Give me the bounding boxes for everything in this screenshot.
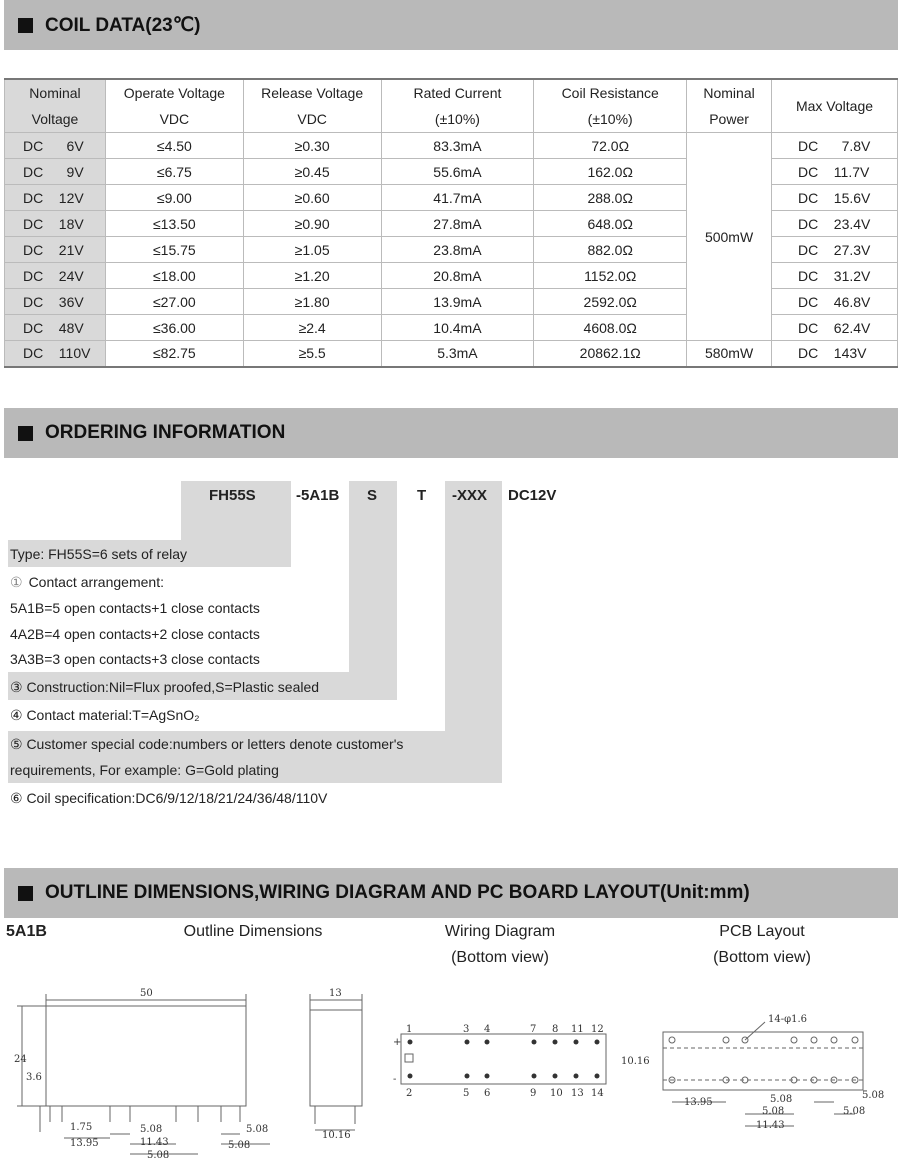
cell-current: 55.6mA [381,159,534,185]
outline-dimensions-label: Outline Dimensions [183,923,323,940]
cell-max: DC 27.3V [772,237,898,263]
dim-5-08-b: 5.08 [147,1150,170,1161]
construction-line: ③ Construction:Nil=Flux proofed,S=Plastic sealed [10,679,320,695]
cell-operate: ≤27.00 [105,289,243,315]
pin-8: 8 [552,1024,559,1035]
customer-line-2: requirements, For example: G=Gold plating [10,762,279,778]
cell-resistance: 648.0Ω [534,211,687,237]
dim-13: 13 [329,988,342,999]
cell-operate: ≤18.00 [105,263,243,289]
pcb-dim-5-08-c: 5.08 [862,1090,885,1101]
header-nominal-voltage: Nominal Voltage [5,79,106,133]
pin-2: 2 [406,1088,413,1099]
contact-label: Contact arrangement: [28,574,164,590]
outline-header [4,868,898,918]
cell-current: 83.3mA [381,133,534,159]
cell-resistance: 4608.0Ω [534,315,687,341]
cell-release: ≥0.45 [243,159,381,185]
cell-max: DC 143V [772,341,898,367]
cell-release: ≥1.05 [243,237,381,263]
cell-release: ≥5.5 [243,341,381,367]
section-title: COIL DATA(23℃) [45,14,201,36]
cell-operate: ≤9.00 [105,185,243,211]
contact-option-1: 5A1B=5 open contacts+1 close contacts [10,600,260,616]
material-line: ④ Contact material:T=AgSnO₂ [10,707,200,723]
cell-operate: ≤6.75 [105,159,243,185]
contact-option-3: 3A3B=3 open contacts+3 close contacts [10,651,260,667]
cell-nominal: DC 36V [5,289,106,315]
cell-release: ≥1.80 [243,289,381,315]
ordering-header [4,408,898,458]
pin-11: 11 [571,1024,584,1035]
code-part-model: FH55S [209,487,256,504]
code-part-customer: -XXX [452,487,488,504]
cell-nominal: DC 48V [5,315,106,341]
cell-nominal: DC 18V [5,211,106,237]
wiring-title: Wiring Diagram [444,923,556,940]
cell-operate: ≤36.00 [105,315,243,341]
cell-nominal: DC 21V [5,237,106,263]
cell-release: ≥0.90 [243,211,381,237]
pcb-dim-5-08-b: 5.08 [762,1106,785,1117]
section-square-icon [18,886,33,901]
cell-max: DC 23.4V [772,211,898,237]
cell-current: 13.9mA [381,289,534,315]
pin-7: 7 [530,1024,537,1035]
pin-5: 5 [463,1088,470,1099]
cell-max: DC 46.8V [772,289,898,315]
cell-nominal-power-group: 500mW [687,133,772,341]
cell-resistance: 20862.1Ω [534,341,687,367]
coil-data-table [4,78,898,368]
cell-current: 10.4mA [381,315,534,341]
customer-line-1: ⑤ Customer special code:numbers or letters denote customer's [10,736,404,752]
dim-11-43: 11.43 [140,1137,169,1148]
cell-resistance: 1152.0Ω [534,263,687,289]
cell-resistance: 882.0Ω [534,237,687,263]
section-square-icon [18,18,33,33]
pcb-dim-10-16: 10.16 [621,1056,650,1067]
wiring-plus: + [393,1037,402,1048]
pcb-subtitle: (Bottom view) [713,949,811,966]
pin-9: 9 [530,1088,537,1099]
wiring-subtitle: (Bottom view) [451,949,549,966]
cell-resistance: 72.0Ω [534,133,687,159]
cell-release: ≥1.20 [243,263,381,289]
table-row [5,341,898,367]
code-part-contact: -5A1B [296,487,340,504]
cell-nominal: DC 6V [5,133,106,159]
pin-12: 12 [591,1024,604,1035]
pin-13: 13 [571,1088,584,1099]
cell-operate: ≤4.50 [105,133,243,159]
dim-24: 24 [14,1054,27,1065]
cell-nominal: DC 24V [5,263,106,289]
code-part-coil: DC12V [508,487,557,504]
dim-5-08-d: 5.08 [228,1140,251,1151]
cell-release: ≥2.4 [243,315,381,341]
outline-drawing [0,962,900,1162]
pin-3: 3 [463,1024,470,1035]
cell-release: ≥0.60 [243,185,381,211]
contact-option-2: 4A2B=4 open contacts+2 close contacts [10,626,260,642]
header-nominal-power: Nominal Power [687,79,772,133]
cell-resistance: 288.0Ω [534,185,687,211]
cell-current: 5.3mA [381,341,534,367]
cell-max: DC 62.4V [772,315,898,341]
cell-current: 20.8mA [381,263,534,289]
section-title: OUTLINE DIMENSIONS,WIRING DIAGRAM AND PC BOARD LAYOUT(Unit:mm) [45,882,750,903]
pcb-dim-13-95: 13.95 [684,1097,713,1108]
dim-10-16-side: 10.16 [322,1130,351,1141]
cell-max: DC 7.8V [772,133,898,159]
header-operate-voltage: Operate Voltage VDC [105,79,243,133]
cell-nominal: DC 110V [5,341,106,367]
cell-nominal: DC 9V [5,159,106,185]
circled-number: ① [10,574,23,590]
cell-release: ≥0.30 [243,133,381,159]
pcb-dim-5-08-a: 5.08 [770,1094,793,1105]
cell-current: 41.7mA [381,185,534,211]
pcb-holes-label: 14-φ1.6 [768,1014,808,1025]
code-part-construction: S [367,487,378,504]
cell-current: 27.8mA [381,211,534,237]
section-title: ORDERING INFORMATION [45,422,286,443]
dim-3-6: 3.6 [26,1072,42,1083]
construction-bracket [349,481,397,700]
table-row [5,133,898,159]
contact-line [10,574,164,591]
pcb-dim-11-43: 11.43 [756,1120,785,1131]
header-max-voltage: Max Voltage [772,79,898,133]
cell-operate: ≤13.50 [105,211,243,237]
dim-1-75: 1.75 [70,1122,93,1133]
pcb-title: PCB Layout [719,923,805,940]
dim-13-95: 13.95 [70,1138,99,1149]
pin-14: 14 [591,1088,604,1099]
code-part-material: T [417,487,427,504]
coil-data-header [4,0,898,50]
cell-resistance: 162.0Ω [534,159,687,185]
pin-1: 1 [406,1024,413,1035]
header-coil-resistance: Coil Resistance (±10%) [534,79,687,133]
cell-max: DC 15.6V [772,185,898,211]
pin-4: 4 [484,1024,491,1035]
pin-6: 6 [484,1088,491,1099]
cell-operate: ≤15.75 [105,237,243,263]
cell-nominal-power: 580mW [687,341,772,367]
dim-5-08-a: 5.08 [140,1124,163,1135]
model-label: 5A1B [6,923,47,940]
coil-spec-line: ⑥ Coil specification:DC6/9/12/18/21/24/36/48/110V [10,790,328,806]
cell-nominal: DC 12V [5,185,106,211]
wiring-minus: - [393,1074,397,1085]
dim-50: 50 [140,988,153,999]
cell-operate: ≤82.75 [105,341,243,367]
cell-max: DC 31.2V [772,263,898,289]
dim-5-08-c: 5.08 [246,1124,269,1135]
pcb-dim-5-08-d: 5.08 [843,1106,866,1117]
cell-resistance: 2592.0Ω [534,289,687,315]
type-line: Type: FH55S=6 sets of relay [10,546,188,562]
cell-max: DC 11.7V [772,159,898,185]
header-release-voltage: Release Voltage VDC [243,79,381,133]
section-square-icon [18,426,33,441]
header-rated-current: Rated Current (±10%) [381,79,534,133]
cell-current: 23.8mA [381,237,534,263]
pin-10: 10 [550,1088,563,1099]
